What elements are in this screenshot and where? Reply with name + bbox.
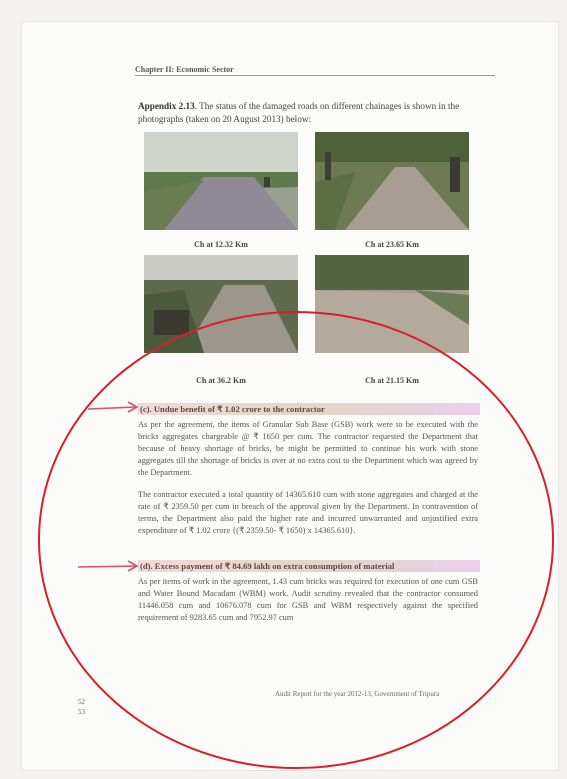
section-d-para-1: As per items of work in the agreement, 1.43 cum bricks was required for execution of one cum GSB and Water Bound Macadam (WBM) work. Audit scrutiny revealed that the contractor consumed 11446.058 cum and 10676.078 cum for GSB and WBM respectively against the specified requirement of 9283.65 cum and 7952.97 cum — [138, 577, 478, 622]
appendix-text: . The status of the damaged roads on different chainages is shown in the photographs (taken on 20 August 2013) below: — [138, 101, 460, 124]
photo-caption-3: Ch at 36.2 Km — [196, 376, 246, 385]
photo-caption-2: Ch at 23.65 Km — [365, 240, 419, 249]
photo-caption-1: Ch at 12.32 Km — [194, 240, 248, 249]
section-c-para-2: The contractor executed a total quantity of 14365.610 cum with stone aggregates and charged at the rate of ₹ 2359.50 per cum in breach of the approval given by the Department. In contravention of terms, the Department also paid the higher rate and incurred unwarranted and unjustified extra expenditure of ₹ 1.02 crore {(₹ 2359.50- ₹ 1650) x 14365.610}. — [138, 490, 478, 535]
appendix-intro — [138, 100, 476, 126]
road-photo-3 — [144, 255, 298, 353]
section-c-heading: (c). Undue benefit of ₹ 1.02 crore to the contractor — [138, 403, 480, 415]
photo-caption-4: Ch at 21.15 Km — [365, 376, 419, 385]
header-rule — [135, 75, 495, 76]
road-photo-1 — [144, 132, 298, 230]
page-number-b: 53 — [78, 708, 85, 716]
chapter-header: Chapter II: Economic Sector — [135, 65, 234, 74]
section-c-para-1: As per the agreement, the items of Granular Sub Base (GSB) work were to be executed with the bricks aggregates chargeable @ ₹ 1650 per cum. The contractor requested the Department that because of heavy shortage of bricks, he might be permitted to continue his work with stone aggregates till the shortage of bricks is over at no extra cost to the Department which was agreed by the Department. — [138, 420, 478, 477]
road-photo-4 — [315, 255, 469, 353]
report-footer: Audit Report for the year 2012-13, Government of Tripura — [275, 690, 440, 698]
section-d-heading: (d). Excess payment of ₹ 84.69 lakh on extra consumption of material — [138, 560, 480, 572]
page-number-a: 52 — [78, 698, 85, 706]
appendix-label: Appendix 2.13 — [138, 101, 195, 111]
road-photo-2 — [315, 132, 469, 230]
